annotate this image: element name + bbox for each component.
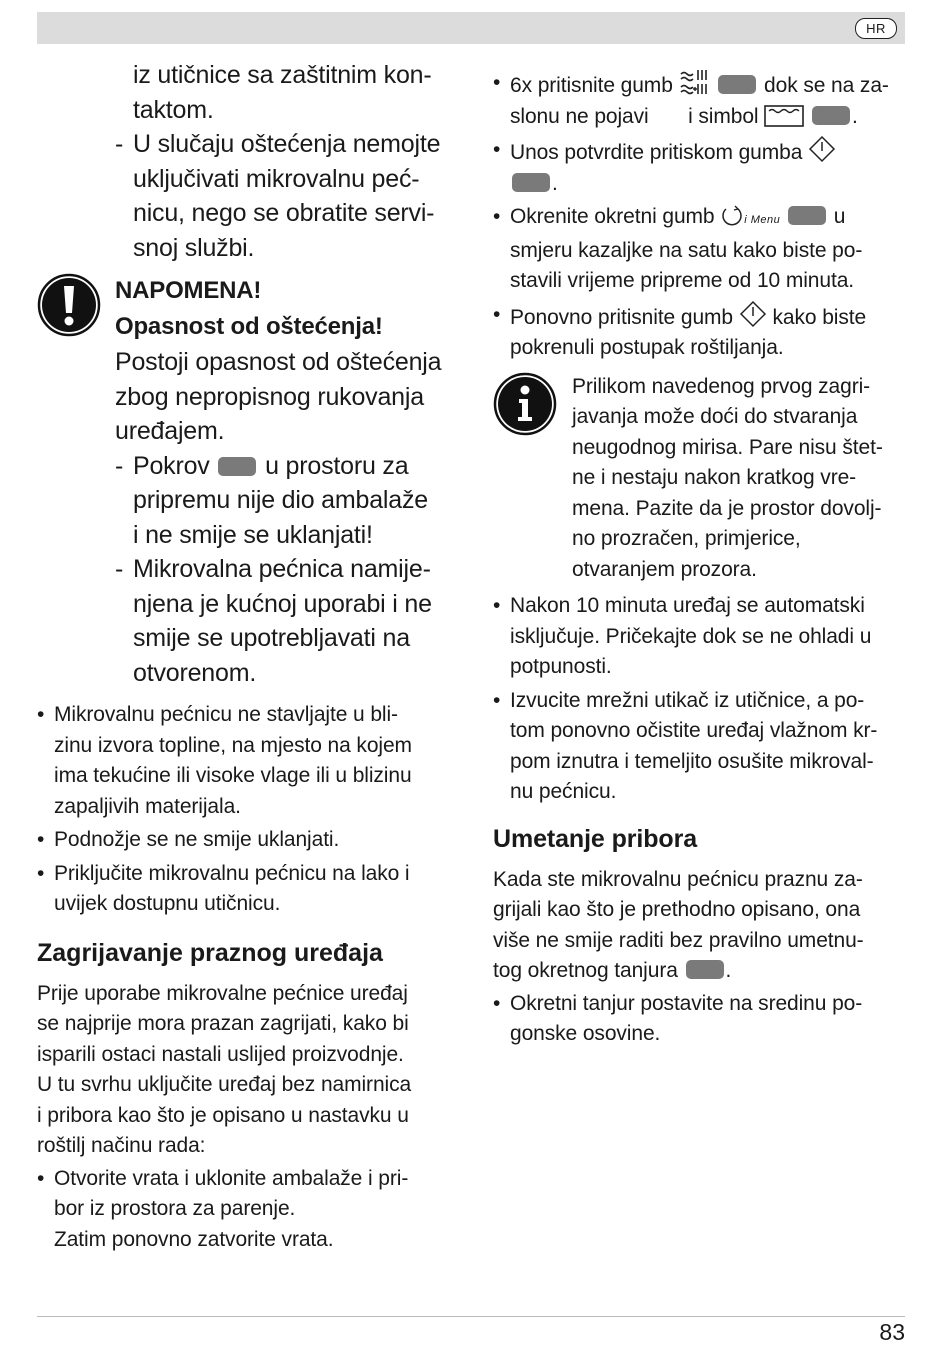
list-item: • Priključite mikrovalnu pećnicu na lako i uvijek dostupnu utičnicu. — [37, 859, 447, 920]
list-item: • Unos potvrdite pritiskom gumba . — [493, 135, 908, 199]
warning-title: NAPOMENA! — [115, 277, 262, 304]
warning-text: NAPOMENA! Opasnost od oštećenja! Postoji opasnost od oštećenja zbog nepropisnog rukovanja uređajem. - Pokrov u prostoru za pripremu nije dio ambalaže i ne smije se uklanjati! - Mikrovalna pećnica namije- njena je kućnoj uporabi i ne smije se upotrebljavati na otvorenom. — [115, 273, 447, 690]
menu-icon-label: i Menu — [744, 214, 781, 226]
list-item: • Mikrovalnu pećnicu ne stavljajte u bli- zinu izvora topline, na mjesto na kojem ima tekućine ili visoke vlage ili u blizinu zapaljivih materijala. — [37, 700, 447, 822]
info-text: Prilikom navedenog prvog zagri- javanja može doći do stvaranja neugodnog mirisa. Pare nisu štet- ne i nestaju nakon kratkog vre- mena. Pazite da je prostor dovolj- no prozračen, primjerice, otvaranjem prozora. — [572, 374, 883, 581]
grill-mode-icon — [679, 68, 711, 96]
exclamation-icon — [37, 273, 101, 337]
display-label-chip — [812, 106, 850, 125]
list-item: • Okretni tanjur postavite na sredinu po- gonske osovine. — [493, 989, 908, 1050]
turntable-label-chip — [686, 960, 724, 979]
section-title-accessories: Umetanje pribora — [493, 824, 698, 853]
warning-block — [37, 273, 447, 690]
section-body-preheat: Prije uporabe mikrovalne pećnice uređaj se najprije mora prazan zagrijati, kako bi isparili ostaci nastali uslijed proizvodnje. U tu svrhu uključite uređaj bez namirnica i pribora kao što je opisano u nastavku u roštilj načinu rada: — [37, 981, 412, 1157]
right-column — [493, 68, 908, 1053]
start-diamond-icon — [739, 300, 767, 328]
language-badge: HR — [855, 18, 897, 39]
accessories-bullets — [493, 989, 908, 1050]
info-block — [493, 372, 908, 586]
continuation-text: iz utičnice sa zaštitnim kon- taktom. — [133, 61, 432, 124]
footer-divider — [37, 1316, 905, 1317]
safety-bullets — [37, 700, 447, 920]
section-title-preheat: Zagrijavanje praznog uređaja — [37, 938, 383, 967]
warning-subtitle: Opasnost od oštećenja! — [115, 313, 383, 340]
grill-symbol-icon — [764, 105, 804, 127]
part-label-chip — [218, 457, 256, 476]
header-bar — [37, 12, 905, 44]
knob-label-chip — [788, 206, 826, 225]
page-number: 83 — [879, 1319, 905, 1345]
button-label-chip — [512, 173, 550, 192]
dash-item-home-use: - Mikrovalna pećnica namije- njena je kućnoj uporabi i ne smije se upotrebljavati na otvorenom. — [115, 555, 432, 687]
dash-item-cover: - Pokrov u prostoru za pripremu nije dio ambalaže i ne smije se uklanjati! — [115, 451, 428, 549]
rotary-knob-icon — [720, 203, 744, 227]
steps-bullets — [493, 68, 908, 364]
button-label-chip — [718, 75, 756, 94]
list-item: • Okrenite okretni gumb i Menu u smjeru kazaljke na satu kako biste po- stavili vrijeme pripreme od 10 minuta. — [493, 202, 908, 297]
start-diamond-icon — [808, 135, 836, 163]
info-icon — [493, 372, 557, 436]
left-column — [37, 58, 447, 1258]
after-bullets — [493, 591, 908, 808]
list-item: • 6x pritisnite gumb dok se na za- slonu ne pojavi i simbol . — [493, 68, 908, 132]
list-item: • Podnožje se ne smije uklanjati. — [37, 825, 447, 856]
list-item: • Ponovno pritisnite gumb kako biste pokrenuli postupak roštiljanja. — [493, 300, 908, 364]
list-item: • Otvorite vrata i uklonite ambalaže i pri- bor iz prostora za parenje. Zatim ponovno zatvorite vrata. — [37, 1164, 447, 1256]
preheat-bullets — [37, 1164, 447, 1256]
list-item: • Nakon 10 minuta uređaj se automatski isključuje. Pričekajte dok se ne ohladi u potpunosti. — [493, 591, 908, 683]
dash-item-damage: - U slučaju oštećenja nemojte uključivati mikrovalnu peć- nicu, nego se obratite servi- snoj službi. — [115, 130, 441, 262]
list-item: • Izvucite mrežni utikač iz utičnice, a po- tom ponovno očistite uređaj vlažnom kr- pom iznutra i temeljito osušite mikroval- nu pećnicu. — [493, 686, 908, 808]
section-body-accessories: Kada ste mikrovalnu pećnicu praznu za- grijali kao što je prethodno opisano, ona više ne smije raditi bez pravilno umetnu- tog okretnog tanjura . — [493, 867, 864, 982]
